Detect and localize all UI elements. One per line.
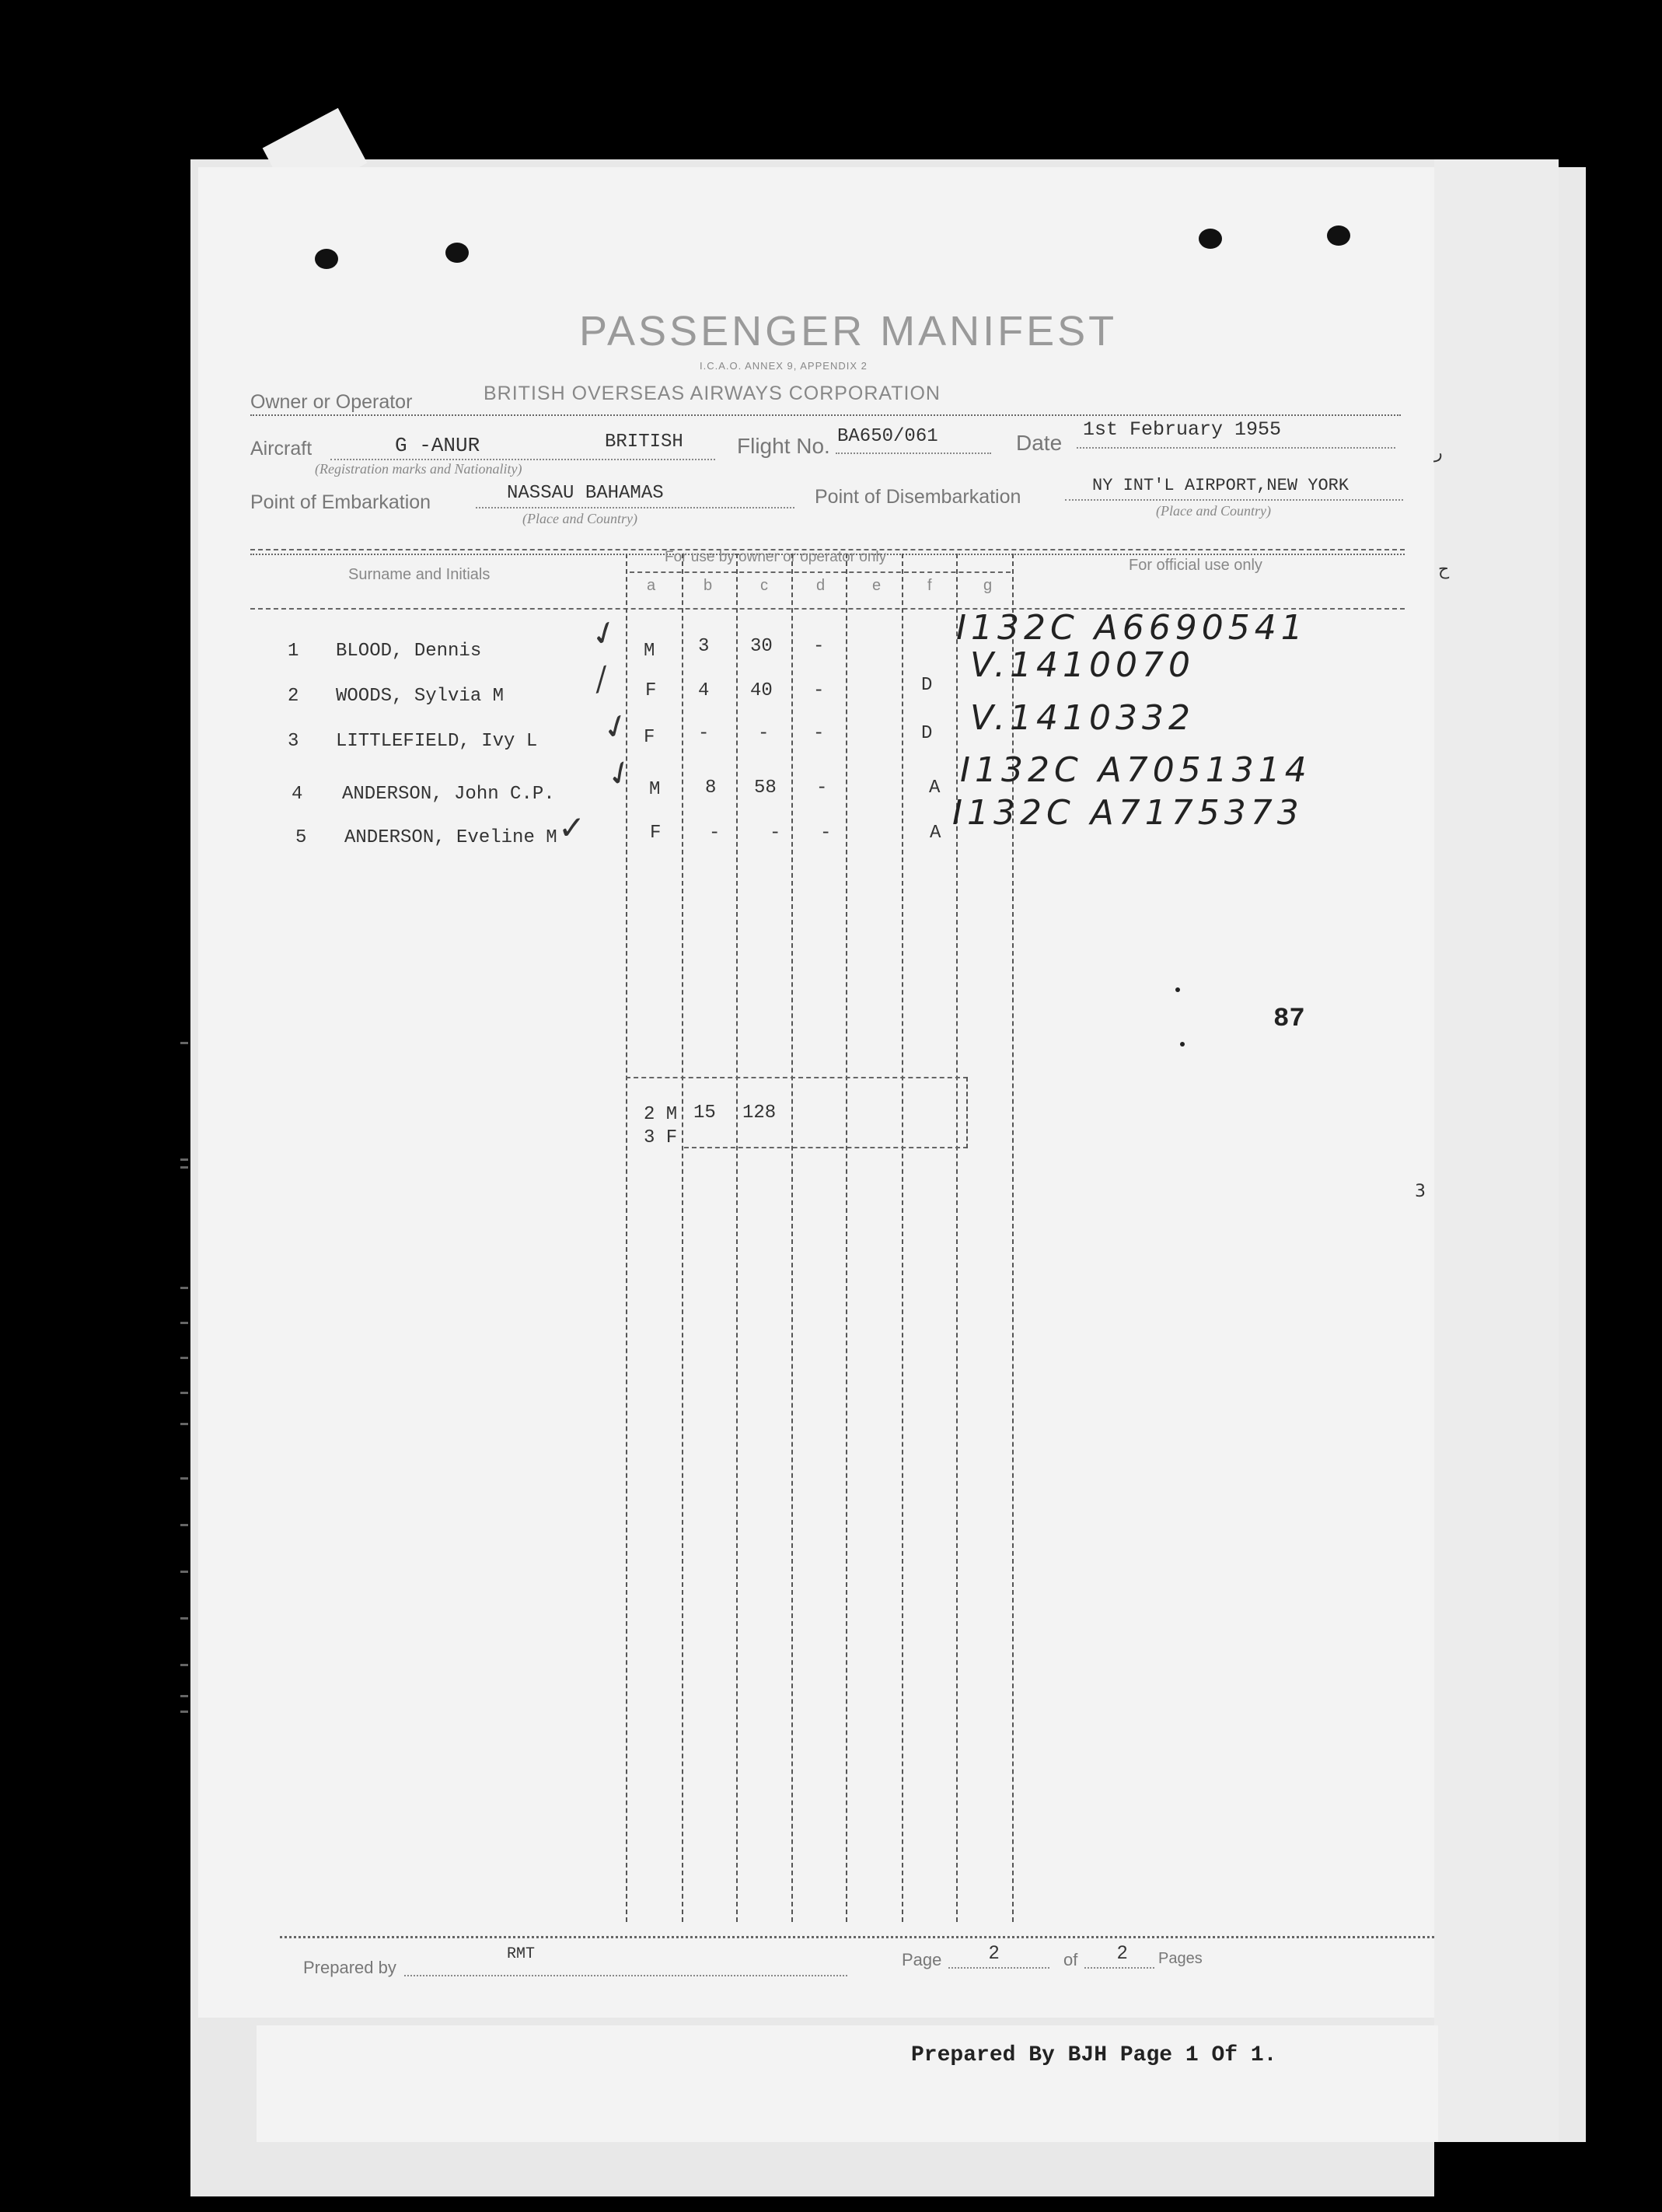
check-mark: ✓ [585, 610, 624, 656]
cell-d: - [813, 636, 825, 657]
form-title: PASSENGER MANIFEST [579, 308, 1118, 355]
official-entry: V.1410332 [970, 698, 1195, 738]
column-rule [736, 554, 738, 1922]
totals-rule [966, 1077, 968, 1148]
embarkation-label: Point of Embarkation [250, 491, 431, 513]
cell-c: 40 [750, 680, 773, 701]
punch-hole [1199, 229, 1222, 249]
row-number: 4 [292, 784, 303, 805]
cell-f: A [930, 823, 941, 844]
binding-mark [180, 1477, 188, 1480]
disembarkation-value: NY INT'L AIRPORT,NEW YORK [1092, 476, 1350, 495]
cell-d: - [813, 723, 825, 744]
column-rule [791, 554, 793, 1922]
flight-label: Flight No. [737, 434, 830, 458]
official-entry: V.1410070 [970, 645, 1195, 685]
binding-mark [180, 1287, 188, 1289]
typed-page-note: Prepared By BJH Page 1 Of 1. [911, 2043, 1277, 2067]
passenger-name: ANDERSON, John C.P. [342, 784, 555, 805]
aircraft-registration: G -ANUR [395, 434, 480, 457]
binding-mark [180, 1392, 188, 1394]
row-number: 3 [288, 731, 299, 752]
embarkation-line [476, 507, 794, 508]
row-number: 1 [288, 641, 299, 662]
cell-d: - [820, 823, 832, 844]
binding-mark [180, 1524, 188, 1526]
footer-rule [280, 1936, 1434, 1938]
passenger-name: WOODS, Sylvia M [336, 686, 505, 707]
col-header-e: e [872, 577, 882, 594]
date-value: 1st February 1955 [1083, 418, 1282, 441]
totals-rule [626, 1077, 968, 1078]
aircraft-line [330, 459, 715, 460]
binding-mark [180, 1571, 188, 1573]
owner-use-header: For use by owner or operator only [665, 549, 887, 565]
aircraft-nationality: BRITISH [605, 432, 683, 453]
punch-hole [315, 249, 338, 269]
of-value: 2 [1117, 1942, 1128, 1963]
column-rule [846, 554, 847, 1922]
owner-label: Owner or Operator [250, 391, 413, 413]
col-header-c: c [760, 577, 768, 594]
total-male: 2 M [644, 1104, 678, 1125]
cell-a: M [644, 641, 655, 662]
cell-a: F [645, 680, 657, 701]
page-value: 2 [989, 1942, 1000, 1963]
binding-mark [180, 1357, 188, 1359]
prepared-line [404, 1975, 847, 1976]
disembarkation-note: (Place and Country) [1156, 503, 1271, 519]
cell-c: - [758, 723, 770, 744]
cell-b: 8 [705, 778, 717, 798]
form-subtitle: I.C.A.O. ANNEX 9, APPENDIX 2 [700, 360, 868, 372]
embarkation-value: NASSAU BAHAMAS [507, 483, 664, 504]
check-mark: ✓ [558, 809, 586, 847]
cell-d: - [816, 778, 828, 798]
owner-line [250, 414, 1401, 416]
cell-b: 4 [698, 680, 710, 701]
back-sheet-mark: ر [1434, 443, 1443, 463]
official-entry: I132C A7175373 [952, 793, 1304, 833]
owner-value: BRITISH OVERSEAS AIRWAYS CORPORATION [484, 383, 941, 404]
row-number: 5 [295, 827, 307, 848]
official-entry: I132C A7051314 [960, 750, 1311, 790]
check-mark: ⁄ [593, 660, 609, 700]
flight-line [836, 453, 991, 454]
cell-b: - [698, 723, 710, 744]
cell-b: 3 [698, 636, 710, 657]
owner-subheader-rule [630, 571, 1011, 573]
binding-mark [180, 1664, 188, 1666]
binding-mark [180, 1322, 188, 1324]
date-label: Date [1016, 431, 1063, 455]
column-rule [902, 554, 903, 1922]
of-label: of [1063, 1950, 1078, 1969]
ink-dot [1180, 1042, 1185, 1047]
cell-a: F [650, 823, 662, 844]
total-female: 3 F [644, 1127, 678, 1148]
cell-c: 58 [754, 778, 777, 798]
binding-mark [180, 1423, 188, 1425]
col-header-g: g [983, 577, 993, 594]
column-rule [956, 554, 958, 1922]
punch-hole [445, 243, 469, 263]
binding-mark [180, 1695, 188, 1697]
binding-mark [180, 1617, 188, 1620]
passenger-name: LITTLEFIELD, Ivy L [336, 731, 538, 752]
cell-a: F [644, 727, 655, 748]
column-rule [682, 554, 683, 1922]
back-sheet-mark: ح [1438, 560, 1450, 579]
passenger-name: ANDERSON, Eveline M [344, 827, 557, 848]
back-sheet-mark: 3 [1415, 1182, 1426, 1201]
col-header-b: b [704, 577, 713, 594]
check-mark: ✓ [596, 704, 636, 750]
col-header-d: d [816, 577, 826, 594]
cell-c: 30 [750, 636, 773, 657]
official-entry: I132C A6690541 [956, 608, 1308, 648]
of-line [1084, 1967, 1154, 1969]
disembarkation-label: Point of Disembarkation [815, 486, 1021, 508]
disembarkation-line [1065, 499, 1403, 501]
ink-dot [1175, 987, 1180, 992]
cell-b: - [709, 823, 721, 844]
date-line [1077, 447, 1395, 449]
embarkation-note: (Place and Country) [522, 511, 637, 526]
binding-mark [180, 1711, 188, 1713]
passenger-name: BLOOD, Dennis [336, 641, 482, 662]
row-number: 2 [288, 686, 299, 707]
cell-a: M [649, 779, 661, 800]
cell-f: A [929, 778, 941, 798]
page-label: Page [902, 1950, 942, 1969]
binding-mark [180, 1166, 188, 1169]
binding-mark [180, 1158, 188, 1161]
punch-hole [1327, 225, 1350, 246]
stamp-number: 87 [1273, 1005, 1305, 1034]
prepared-label: Prepared by [303, 1958, 396, 1977]
pages-label: Pages [1158, 1950, 1203, 1967]
aircraft-label: Aircraft [250, 438, 312, 460]
col-header-f: f [927, 577, 932, 594]
page-line [948, 1967, 1049, 1969]
cell-f: D [921, 723, 933, 744]
total-c: 128 [742, 1103, 777, 1123]
binding-mark [180, 1042, 188, 1044]
surname-header: Surname and Initials [348, 566, 491, 583]
col-header-a: a [647, 577, 656, 594]
totals-rule [684, 1147, 968, 1148]
total-b: 15 [693, 1103, 716, 1123]
flight-number: BA650/061 [837, 426, 938, 447]
aircraft-note: (Registration marks and Nationality) [315, 461, 522, 477]
check-mark: ✓ [599, 750, 641, 797]
cell-f: D [921, 675, 933, 696]
official-use-header: For official use only [1129, 557, 1262, 574]
cell-d: - [813, 680, 825, 701]
cell-c: - [770, 823, 781, 844]
prepared-value: RMT [507, 1945, 536, 1963]
